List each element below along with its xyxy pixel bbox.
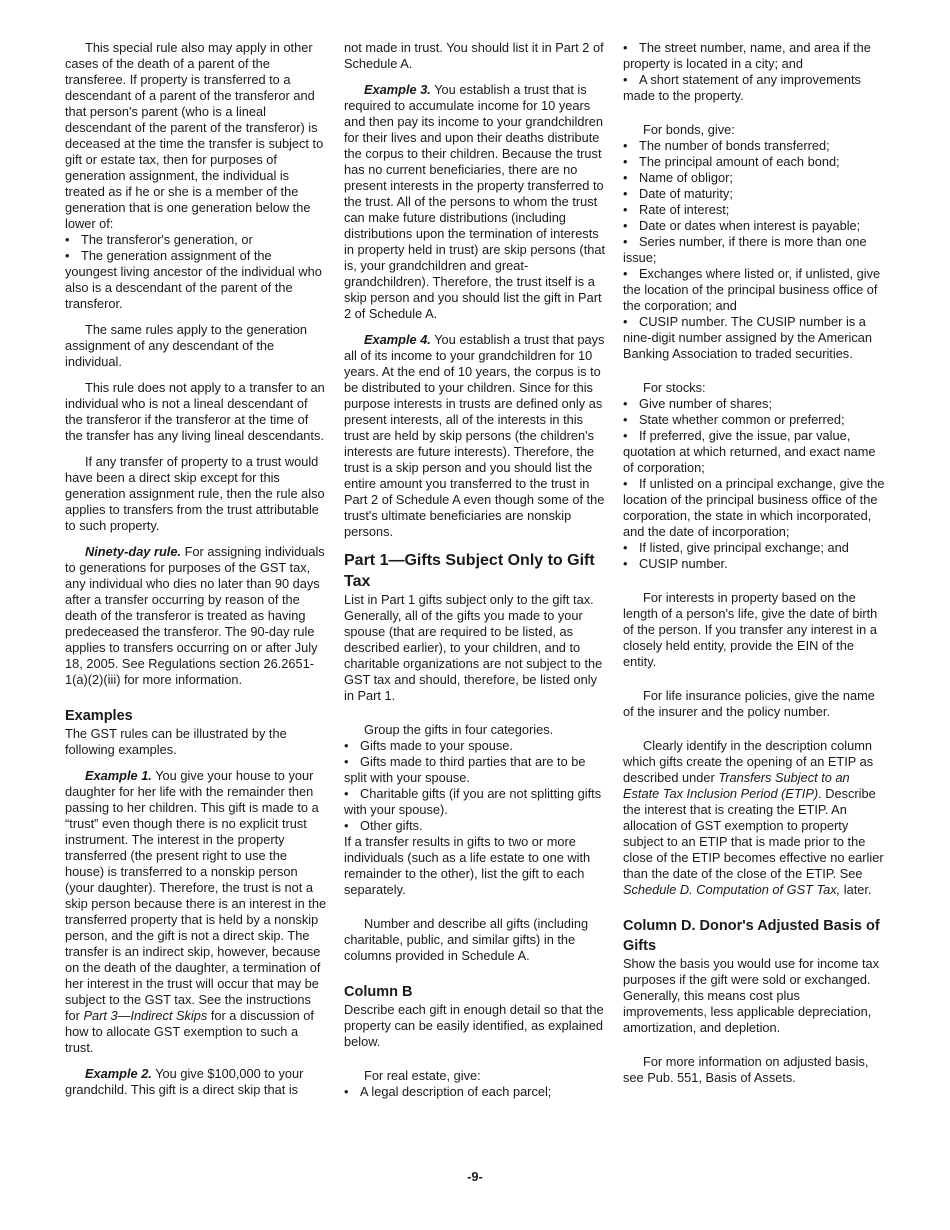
bullet-item: • Gifts made to third parties that are to be split with your spouse. [344, 754, 606, 786]
stocks-list [623, 396, 885, 572]
paragraph-part-1: List in Part 1 gifts subject only to the gift tax. Generally, all of the gifts you made to your spouse (that are required to be listed, as described earlier), to your children, and to charitable organizations are not subject to the GST tax and should, therefore, be listed only in Part 1. [344, 592, 603, 703]
paragraph-continued: not made in trust. You should list it in Part 2 of Schedule A. [344, 40, 604, 71]
bullet-item: • Name of obligor; [623, 170, 885, 186]
paragraph-interests: For interests in property based on the length of a person's life, give the date of birth of the person. If you transfer any interest in a closely held entity, provide the EIN of the entity. [623, 590, 878, 669]
bullet-item: • Gifts made to your spouse. [344, 738, 606, 754]
bullet-item: • If preferred, give the issue, par value, quotation at which returned, and exact name of corporation; [623, 428, 885, 476]
bullet-item: • Give number of shares; [623, 396, 885, 412]
paragraph-not-apply: This rule does not apply to a transfer to an individual who is not a lineal descendant of the transferor if the transferor at the time of the transfer has any living lineal descendants. [65, 380, 325, 443]
paragraph-text: You establish a trust that pays all of its income to your grandchildren for 10 years. At the end of 10 years, the corpus is to be distributed to your children. Since for this purpose interests in trusts are defined only as present interests, all of the interests in this trust are held by skip persons (the children's interests are future interests). Therefore, the trust is a skip person and you should list the entire amount you transferred to the trust in Part 2 of Schedule A even though some of the trust's ultimate beneficiaries are nonskip persons. [344, 332, 605, 539]
paragraph-text: You establish a trust that is required to accumulate income for 10 years and then pay its income to your grandchildren for their lives and upon their deaths distribute the corpus to their children. Because the trust has no current beneficiaries, there are no present interests in the property transferred to the trust. All of the persons to whom the trust can make future distributions (including distributions upon the termination of interests in property held in trust) are skip persons (that is, your grandchildren and great-grandchildren). Therefore, the trust itself is a skip person and you should list the gift in Part 2 of Schedule A. [344, 82, 606, 321]
paragraph-stocks-intro: For stocks: [643, 380, 706, 395]
bullet-item: • Charitable gifts (if you are not splitting gifts with your spouse). [344, 786, 606, 818]
bullet-item: • The principal amount of each bond; [623, 154, 885, 170]
paragraph-example-1 [65, 768, 327, 1056]
paragraph-text: You give $100,000 to your grandchild. This gift is a direct skip that is [65, 1066, 304, 1097]
heading-column-b: Column B [344, 984, 413, 1000]
run-in-heading: Example 1. [85, 768, 152, 783]
heading-examples: Examples [65, 708, 133, 724]
paragraph-text: . Describe the interest that is creating the ETIP. An allocation of GST exemption to property subject to an ETIP that is made prior to the close of the ETIP becomes effective no earlier than the date of the close of the ETIP. See [623, 786, 884, 881]
bonds-list [623, 138, 885, 362]
paragraph-etip [623, 738, 885, 898]
bullet-item: • Date of maturity; [623, 186, 885, 202]
cross-reference: Schedule D. Computation of GST Tax, [623, 882, 841, 897]
bullet-item: • Rate of interest; [623, 202, 885, 218]
bullet-item: • CUSIP number. [623, 556, 885, 572]
bullet-item: • State whether common or preferred; [623, 412, 885, 428]
bullet-item: • The street number, name, and area if the property is located in a city; and [623, 40, 885, 72]
bullet-item: • A legal description of each parcel; [344, 1084, 606, 1100]
cross-reference: Part 3—Indirect Skips [83, 1008, 208, 1023]
bullet-item: • Date or dates when interest is payable; [623, 218, 885, 234]
bullet-item: • If unlisted on a principal exchange, give the location of the principal business office of the corporation, the state in which incorporated, and the date of incorporation; [623, 476, 885, 540]
page-number: -9- [467, 1169, 483, 1184]
bullet-item: • Other gifts. [344, 818, 606, 834]
paragraph-real-estate-intro: For real estate, give: [364, 1068, 481, 1083]
run-in-heading: Example 2. [85, 1066, 152, 1081]
column-left [65, 40, 327, 1098]
heading-column-d: Column D. Donor's Adjusted Basis of Gifts [623, 918, 880, 954]
paragraph-text: You give your house to your daughter for her life with the remainder then passing to her children. This gift is made to a “trust” even though there is no explicit trust instrument. The interest in the property transferred (the present right to use the house) is transferred to a nonskip person (your daughter). Therefore, the trust is not a skip person because there is an interest in the transferred property that is held by a nonskip person, and the gift is not a direct skip. The transfer is an indirect skip, however, because on the death of the daughter, a termination of her interest in the trust will occur that may be subject to the GST tax. See the instructions for [65, 768, 327, 1023]
paragraph-more-info: For more information on adjusted basis, see Pub. 551, Basis of Assets. [623, 1054, 869, 1085]
paragraph-column-d: Show the basis you would use for income tax purposes if the gift were sold or exchanged. Generally, this means cost plus improvements, less applicable depreciation, amortization, and depletion. [623, 956, 880, 1035]
paragraph-life-insurance: For life insurance policies, give the name of the insurer and the policy number. [623, 688, 875, 719]
paragraph-bonds-intro: For bonds, give: [643, 122, 735, 137]
paragraph-text: Clearly identify in the description column which gifts create the opening of an ETIP as described under [623, 738, 874, 785]
paragraph-text: for a discussion of how to allocate GST exemption to such a trust. [65, 1008, 314, 1055]
paragraph-examples-intro: The GST rules can be illustrated by the following examples. [65, 726, 287, 757]
paragraph-text: For assigning individuals to generations for purposes of the GST tax, any individual who dies no later than 90 days after a transfer occurring by reason of the death of the transferor is treated as having predeceased the transferor. The 90-day rule applies to transfers occurring on or after July 18, 2005. See Regulations section 26.2651-1(a)(2)(iii) for more information. [65, 544, 325, 687]
paragraph-two-or-more: If a transfer results in gifts to two or more individuals (such as a life estate to one with remainder to the other), list the gift to each separately. [344, 834, 591, 897]
bullet-item: • Series number, if there is more than one issue; [623, 234, 885, 266]
paragraph-group-intro: Group the gifts in four categories. [364, 722, 554, 737]
paragraph-example-3 [344, 82, 606, 322]
paragraph-direct-skip: If any transfer of property to a trust would have been a direct skip except for this generation assignment rule, then the rule also applies to transfers from the trust attributable to such property. [65, 454, 325, 533]
paragraph-example-2 [65, 1066, 327, 1098]
bullet-item: • Exchanges where listed or, if unlisted, give the location of the principal business office of the corporation; and [623, 266, 885, 314]
column-right [623, 40, 885, 1086]
cross-reference: Transfers Subject to an Estate Tax Inclusion Period (ETIP) [623, 770, 850, 801]
paragraph-number-describe: Number and describe all gifts (including charitable, public, and similar gifts) in the columns provided in Schedule A. [344, 916, 589, 963]
bullet-item: • The generation assignment of the youngest living ancestor of the individual who also is a descendant of the parent of the transferor. [65, 248, 327, 312]
bullet-item: • CUSIP number. The CUSIP number is a nine-digit number assigned by the American Banking Association to traded securities. [623, 314, 885, 362]
paragraph-example-4 [344, 332, 606, 540]
run-in-heading: Example 3. [364, 82, 431, 97]
bullet-item: • If listed, give principal exchange; and [623, 540, 885, 556]
paragraph-text: later. [840, 882, 872, 897]
paragraph-special-rule: This special rule also may apply in other cases of the death of a parent of the transferee. If property is transferred to a descendant of a parent of the transferor and that person's parent (who is a lineal descendant of the parent of the transferor) is deceased at the time the transfer is subject to gift or estate tax, then for purposes of generation assignment, the individual is treated as if he or she is a member of the generation that is one generation below the lower of: [65, 40, 324, 231]
paragraph-same-rules: The same rules apply to the generation assignment of any descendant of the individual. [65, 322, 307, 369]
paragraph-ninety-day-rule [65, 544, 327, 688]
paragraph-column-b: Describe each gift in enough detail so that the property can be easily identified, as explained below. [344, 1002, 604, 1049]
heading-part-1: Part 1—Gifts Subject Only to Gift Tax [344, 552, 595, 590]
run-in-heading: Example 4. [364, 332, 431, 347]
bullet-item: • A short statement of any improvements made to the property. [623, 72, 885, 104]
bullet-item: • The transferor's generation, or [65, 232, 327, 248]
column-middle [344, 40, 606, 1100]
run-in-heading: Ninety-day rule. [85, 544, 182, 559]
bullet-item: • The number of bonds transferred; [623, 138, 885, 154]
